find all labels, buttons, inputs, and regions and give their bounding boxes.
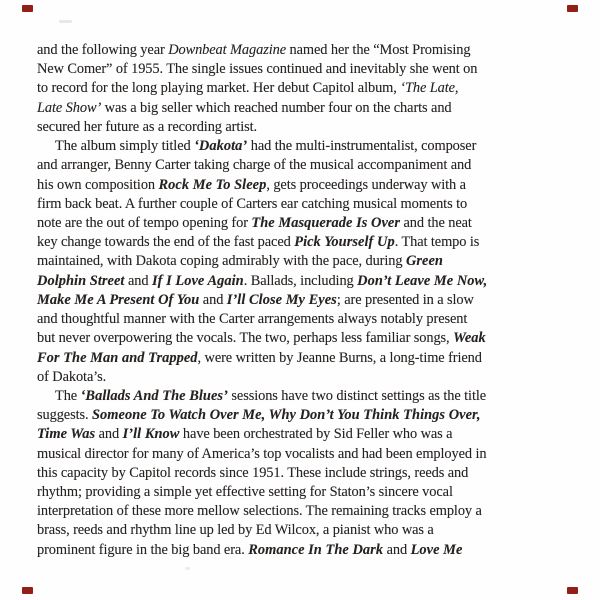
body-text-block (37, 41, 553, 560)
text-segment: brass, reeds and rhythm line up led by Ed Wilcox, a pianist who was a (37, 522, 434, 539)
text-segment: have been orchestrated by Sid Feller who was a (179, 426, 453, 443)
text-line (37, 214, 553, 233)
text-line (37, 368, 553, 387)
text-segment: Time Was (37, 426, 96, 443)
corner-registration-mark-bottom-left (22, 587, 33, 594)
text-segment: maintained, with Dakota coping admirably with the pace, during (37, 253, 406, 270)
text-segment: Don’t Leave Me Now, (357, 272, 488, 289)
text-line (37, 521, 553, 540)
text-segment: The (55, 387, 81, 404)
text-line (37, 156, 553, 175)
scan-artifact-speck (59, 20, 72, 23)
text-segment: ‘Dakota’ (194, 138, 248, 155)
text-segment: of Dakota’s. (37, 368, 107, 385)
text-segment: and the neat (400, 214, 472, 231)
text-segment: For The Man and Trapped (37, 349, 198, 366)
text-line (37, 291, 553, 310)
text-line (37, 99, 553, 118)
paragraph-2 (37, 137, 553, 387)
text-segment: and (383, 541, 411, 558)
text-segment: to record for the long playing market. Her debut Capitol album, (37, 80, 401, 97)
text-line (37, 60, 553, 79)
text-segment: ‘The Late, (400, 80, 459, 97)
text-line (37, 252, 553, 271)
text-line (37, 272, 553, 291)
text-line (37, 79, 553, 98)
text-segment: , gets proceedings underway with a (266, 176, 466, 193)
text-line (37, 541, 553, 560)
text-line (37, 310, 553, 329)
text-line (37, 387, 553, 406)
text-segment: Green (405, 253, 443, 270)
text-segment: and (199, 291, 227, 308)
text-segment: Late Show’ (37, 99, 102, 116)
text-segment: interpretation of these more mellow selections. The remaining tracks employ a (37, 503, 482, 520)
text-segment: and (95, 426, 123, 443)
text-segment: key change towards the end of the fast paced (37, 234, 295, 251)
text-segment: I’ll Close My Eyes (226, 291, 337, 308)
text-segment: Love Me (410, 541, 463, 558)
text-segment: Romance In The Dark (248, 541, 384, 558)
text-segment: was a big seller which reached number four on the charts and (101, 99, 452, 116)
text-segment: Dolphin Street (37, 272, 125, 289)
text-segment: Make Me A Present Of You (37, 291, 200, 308)
text-segment: Rock Me To Sleep (158, 176, 267, 193)
text-segment: and (124, 272, 152, 289)
text-line (37, 483, 553, 502)
text-segment: firm back beat. A further couple of Carters ear catching musical moments to (37, 195, 468, 212)
text-segment: note are the out of tempo opening for (37, 214, 252, 231)
corner-registration-mark-top-right (567, 5, 578, 12)
text-segment: Downbeat Magazine (168, 42, 286, 58)
text-line (37, 464, 553, 483)
text-line (37, 406, 553, 425)
text-segment: and thoughtful manner with the Carter arrangements always notably present (37, 311, 468, 328)
text-line (37, 118, 553, 137)
text-segment: his own composition (37, 176, 159, 193)
text-line (37, 195, 553, 214)
text-segment: sessions have two distinct settings as the title (227, 387, 487, 404)
text-segment: I’ll Know (122, 426, 180, 443)
text-segment: musical director for many of America’s top vocalists and had been employed in (37, 445, 487, 462)
text-segment: Someone To Watch Over Me, Why Don’t You Think Things Over, (91, 407, 481, 424)
text-line (37, 349, 553, 368)
text-segment: suggests. (37, 407, 92, 424)
text-segment: If I Love Again (151, 272, 244, 289)
text-line (37, 233, 553, 252)
text-segment: named her the “Most Promising (286, 42, 471, 58)
text-line (37, 502, 553, 521)
text-segment: The Masquerade Is Over (251, 214, 401, 231)
text-line (37, 425, 553, 444)
text-line (37, 41, 553, 60)
text-segment: but never overpowering the vocals. The two, perhaps less familiar songs, (37, 330, 454, 347)
text-segment: New Comer” of 1955. The single issues continued and inevitably she went on (37, 61, 478, 78)
text-line (37, 137, 553, 156)
text-segment: had the multi-instrumentalist, composer (247, 138, 477, 155)
text-segment: this capacity by Capitol records since 1951. These include strings, reeds and (37, 464, 469, 481)
text-segment: prominent figure in the big band era. (37, 541, 249, 558)
corner-registration-mark-top-left (22, 5, 33, 12)
text-segment: secured her future as a recording artist. (37, 118, 258, 135)
corner-registration-mark-bottom-right (567, 587, 578, 594)
text-segment: . That tempo is (394, 234, 480, 251)
text-line (37, 176, 553, 195)
text-segment: , were written by Jeanne Burns, a long-time friend (197, 349, 482, 366)
text-segment: The album simply titled (55, 138, 195, 155)
text-segment: Weak (453, 330, 486, 347)
scan-artifact-speck (185, 567, 190, 570)
text-line (37, 329, 553, 348)
text-segment: rhythm; providing a simple yet effective setting for Staton’s sincere vocal (37, 484, 453, 501)
paragraph-1 (37, 41, 553, 137)
text-segment: Pick Yourself Up (294, 234, 395, 251)
text-segment: ; are presented in a slow (336, 291, 474, 308)
text-segment: . Ballads, including (243, 272, 358, 289)
paragraph-3 (37, 387, 553, 560)
text-segment: and the following year (37, 42, 169, 58)
text-segment: ‘Ballads And The Blues’ (80, 387, 228, 404)
text-segment: and arranger, Benny Carter taking charge of the musical accompaniment and (37, 157, 472, 174)
text-line (37, 445, 553, 464)
